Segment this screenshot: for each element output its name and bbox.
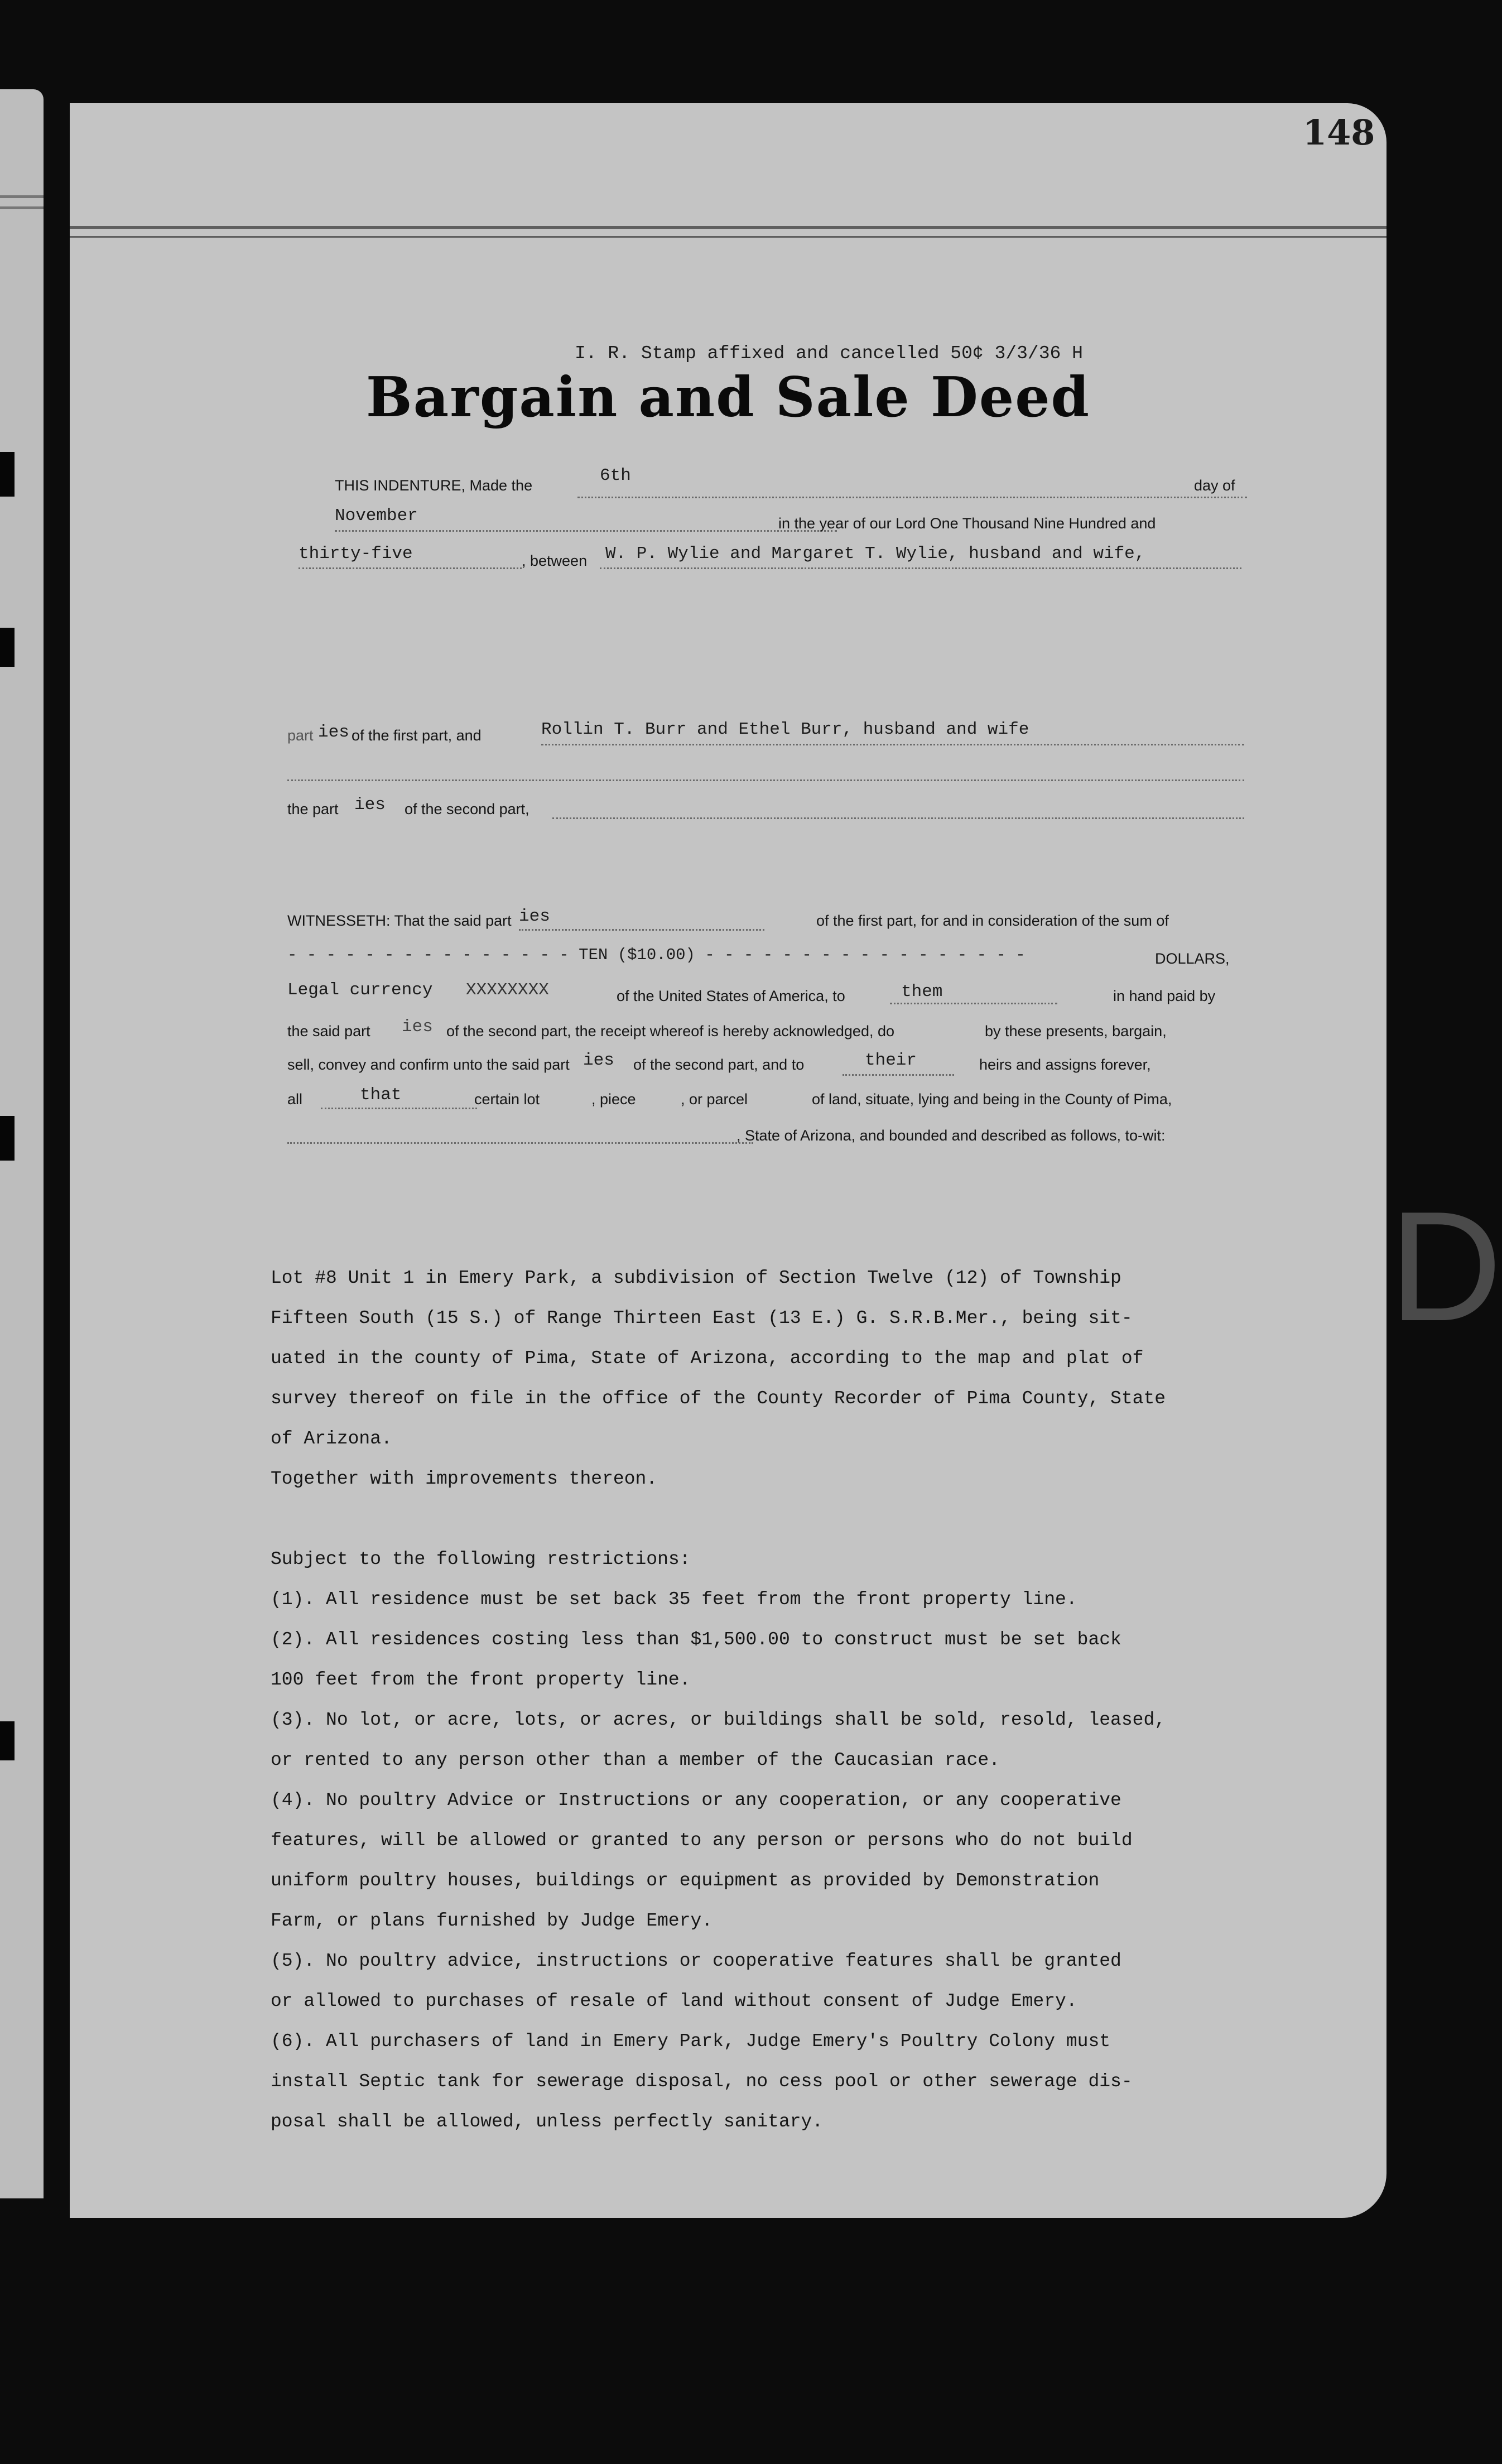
value-part-second: ies (354, 795, 386, 815)
description-line: install Septic tank for sewerage disposal, no cess pool or other sewerage dis- (271, 2071, 1133, 2092)
label-sell-convey: sell, convey and confirm unto the said part (287, 1056, 570, 1073)
adjacent-page-fragment: D (1389, 1180, 1502, 1354)
description-line: Farm, or plans furnished by Judge Emery. (271, 1910, 713, 1931)
value-month: November (335, 506, 418, 526)
adjacent-page-mark (0, 452, 15, 497)
description-line: posal shall be allowed, unless perfectly sanitary. (271, 2111, 824, 2132)
adjacent-page-mark (0, 1116, 15, 1161)
blank-first-parties (600, 567, 1241, 569)
description-line: features, will be allowed or granted to any person or persons who do not build (271, 1830, 1133, 1851)
value-first-parties: W. P. Wylie and Margaret T. Wylie, husband and wife, (605, 544, 1145, 564)
description-line: survey thereof on file in the office of the County Recorder of Pima County, State (271, 1388, 1166, 1409)
blank-line (552, 817, 1244, 819)
description-line: or allowed to purchases of resale of land without consent of Judge Emery. (271, 1991, 1077, 2011)
adjacent-page-rule (0, 195, 44, 198)
top-rule (70, 226, 1387, 229)
label-indenture: THIS INDENTURE, Made the (335, 477, 533, 494)
label-parcel: , or parcel (681, 1091, 748, 1108)
description-line: 100 feet from the front property line. (271, 1669, 691, 1690)
blank-part-witness (519, 929, 764, 931)
label-first-part-and: of the first part, and (352, 727, 482, 744)
label-in-hand-paid: in hand paid by (1113, 988, 1216, 1004)
description-line: (3). No lot, or acre, lots, or acres, or buildings shall be sold, resold, leased, (271, 1710, 1166, 1730)
label-situate: of land, situate, lying and being in the County of Pima, (812, 1091, 1172, 1108)
description-line: uniform poultry houses, buildings or equipment as provided by Demonstration (271, 1870, 1100, 1891)
blank-to (890, 1003, 1057, 1004)
description-line: Fifteen South (15 S.) of Range Thirteen East (13 E.) G. S.R.B.Mer., being sit- (271, 1308, 1133, 1329)
value-day: 6th (600, 466, 631, 485)
page-number: 148 (1303, 112, 1375, 153)
adjacent-page-rule (0, 206, 44, 209)
description-line: (6). All purchasers of land in Emery Park, Judge Emery's Poultry Colony must (271, 2031, 1111, 2052)
blank-their (843, 1074, 954, 1076)
label-second-part: of the second part, (405, 801, 529, 817)
adjacent-page-mark (0, 628, 15, 667)
blank-line (287, 1142, 753, 1144)
value-year: thirty-five (299, 544, 413, 564)
label-united-states: of the United States of America, to (617, 988, 845, 1004)
label-certain-lot: certain lot (474, 1091, 540, 1108)
description-line: or rented to any person other than a member of the Caucasian race. (271, 1750, 1000, 1770)
description-line: (2). All residences costing less than $1,500.00 to construct must be set back (271, 1629, 1121, 1650)
deed-title: Bargain and Sale Deed (365, 365, 1091, 430)
value-part-first: ies (318, 723, 349, 742)
deed-page (70, 103, 1387, 2218)
blank-line (287, 779, 1244, 781)
value-part-convey: ies (583, 1051, 614, 1070)
value-their: their (865, 1051, 917, 1070)
label-witnesseth: WITNESSETH: That the said part (287, 912, 512, 929)
value-part-receipt: ies (402, 1017, 433, 1037)
blank-day (577, 497, 1247, 498)
blank-second-parties (541, 744, 1244, 745)
label-the-part: the part (287, 801, 339, 817)
label-all: all (287, 1091, 303, 1108)
blank-month (335, 530, 837, 532)
value-to-them: them (901, 982, 943, 1002)
description-line: of Arizona. (271, 1428, 392, 1449)
top-rule-thin (70, 236, 1387, 238)
value-struck-out: XXXXXXXX (466, 980, 549, 1000)
description-line: uated in the county of Pima, State of Arizona, according to the map and plat of (271, 1348, 1144, 1369)
value-that: that (360, 1085, 402, 1105)
description-line: (5). No poultry advice, instructions or cooperative features shall be granted (271, 1951, 1121, 1971)
adjacent-page-mark (0, 1721, 15, 1760)
label-piece: , piece (591, 1091, 636, 1108)
blank-that (321, 1108, 477, 1109)
label-part: part (287, 727, 314, 744)
label-consideration: of the first part, for and in consideration of the sum of (816, 912, 1169, 929)
description-line: (4). No poultry Advice or Instructions or any cooperation, or any cooperative (271, 1790, 1121, 1811)
description-line: Subject to the following restrictions: (271, 1549, 691, 1570)
label-said-part: the said part (287, 1023, 370, 1040)
label-year-of-lord: in the year of our Lord One Thousand Nine Hundred and (778, 515, 1156, 532)
description-line: Lot #8 Unit 1 in Emery Park, a subdivision of Section Twelve (12) of Township (271, 1268, 1121, 1288)
description-line: (1). All residence must be set back 35 feet from the front property line. (271, 1589, 1077, 1610)
label-heirs-assigns: heirs and assigns forever, (979, 1056, 1151, 1073)
label-between: , between (522, 552, 588, 569)
label-dollars: DOLLARS, (1155, 950, 1230, 967)
revenue-stamp-note: I. R. Stamp affixed and cancelled 50¢ 3/3/36 H (575, 343, 1083, 364)
blank-year (299, 567, 522, 569)
value-second-parties: Rollin T. Burr and Ethel Burr, husband and wife (541, 720, 1029, 739)
label-second-part-and-to: of the second part, and to (633, 1056, 805, 1073)
value-amount: - - - - - - - - - - - - - - - TEN ($10.00) - - - - - - - - - - - - - - - - - (287, 946, 1026, 964)
label-state-arizona: , State of Arizona, and bounded and described as follows, to-wit: (736, 1127, 1166, 1144)
legal-description (271, 1258, 1331, 2142)
description-line: Together with improvements thereon. (271, 1469, 658, 1489)
value-part-witness: ies (519, 907, 550, 926)
description-line (271, 1499, 1331, 1539)
label-day-of: day of (1194, 477, 1235, 494)
adjacent-page-strip (0, 89, 44, 2198)
label-bargain: by these presents, bargain, (985, 1023, 1167, 1040)
label-receipt: of the second part, the receipt whereof is hereby acknowledged, do (446, 1023, 894, 1040)
value-currency: Legal currency (287, 980, 433, 1000)
